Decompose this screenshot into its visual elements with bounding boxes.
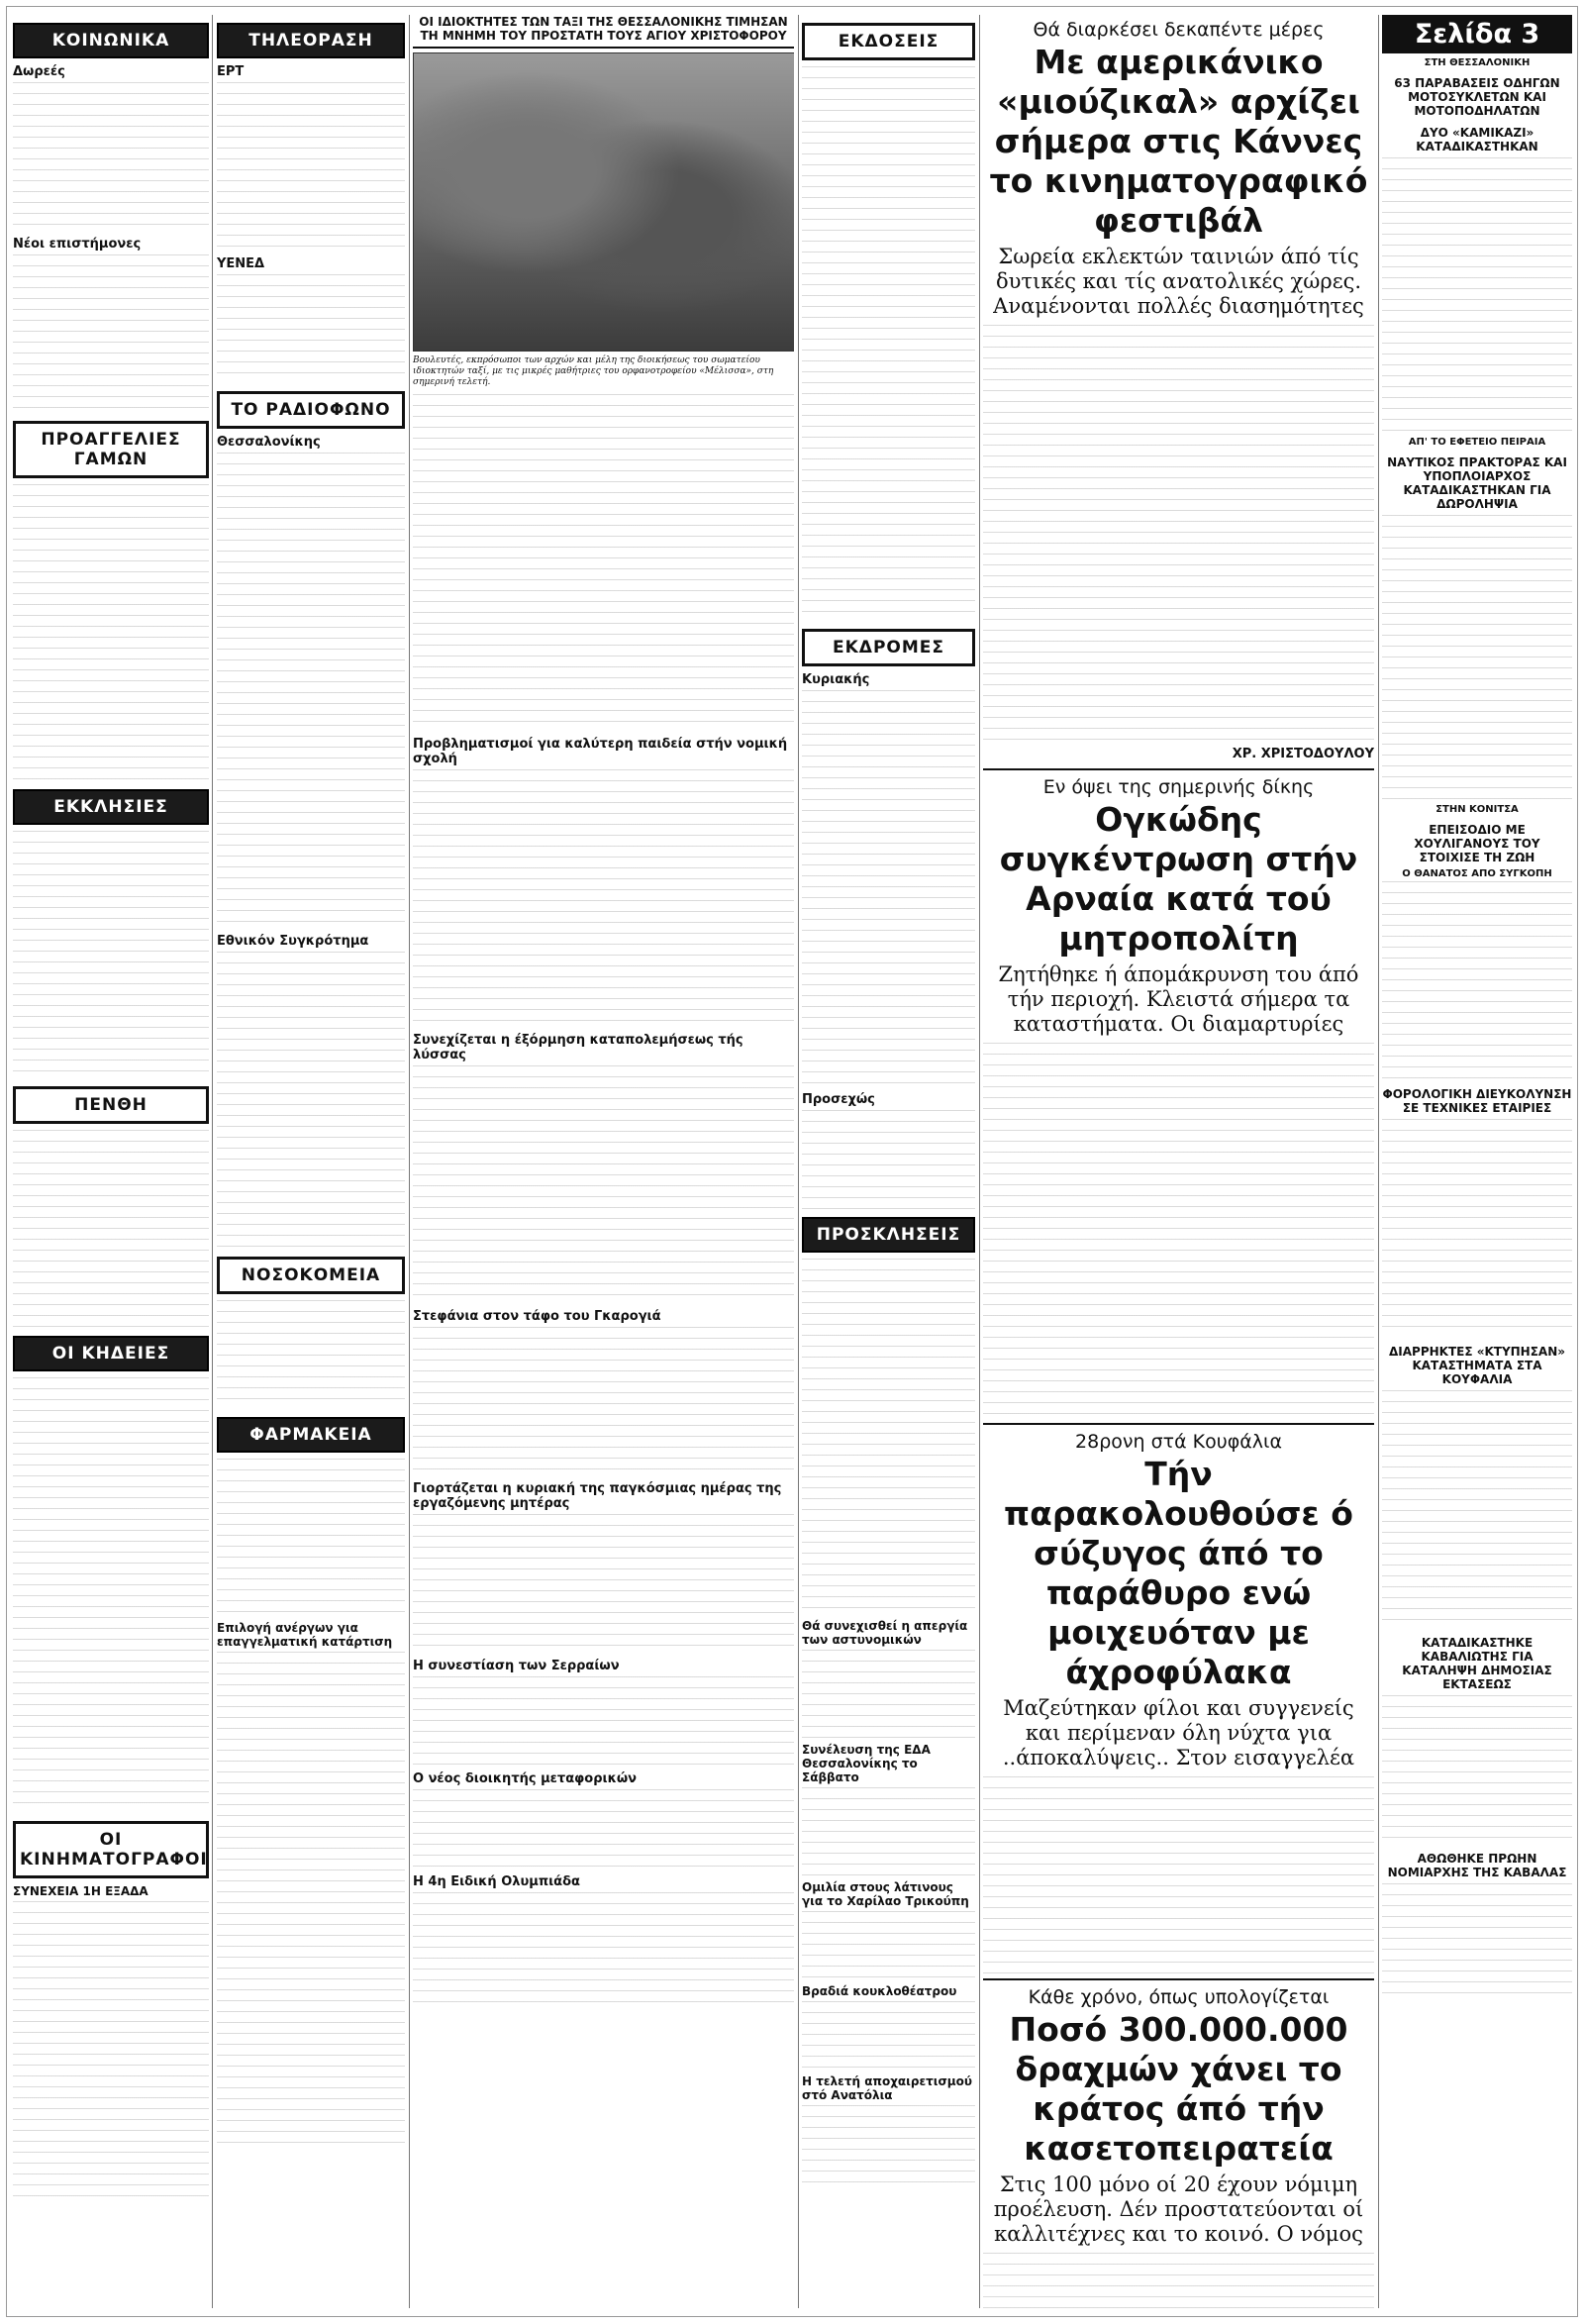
text-block <box>983 1043 1374 1419</box>
subhead: Θεσσαλονίκης <box>217 435 321 450</box>
story-deck: Στις 100 μόνο οί 20 έχουν νόμιμη προέλευση. Δέν προστατεύονται οί καλλιτέχνες και το κοινό. Ο νόμος <box>993 2172 1364 2246</box>
story-headline: Ογκώδης συγκέντρωση στήν Αρναία κατά τού μητροπολίτη <box>999 800 1358 958</box>
text-block <box>802 2001 975 2071</box>
text-block <box>413 769 794 1027</box>
brief-kicker: Ο ΘΑΝΑΤΟΣ ΑΠΟ ΣΥΓΚΟΠΗ <box>1402 868 1552 879</box>
text-block <box>983 1776 1374 1974</box>
section-title: ΟΙ ΚΗΔΕΙΕΣ <box>13 1336 209 1371</box>
story-festival <box>983 19 1374 770</box>
section-title: ΦΑΡΜΑΚΕΙΑ <box>217 1417 405 1453</box>
text-block <box>13 484 209 781</box>
text-block <box>217 1652 405 2147</box>
subhead: Θά συνεχισθεί η απεργία των αστυνομικών <box>802 1619 968 1647</box>
text-block <box>1382 1119 1572 1337</box>
subhead: Στεφάνια στον τάφο του Γκαρογιά <box>413 1309 661 1324</box>
column-listings <box>217 15 405 2308</box>
brief-headline: ΔΥΟ «ΚΑΜΙΚΑΖΙ» ΚΑΤΑΔΙΚΑΣΤΗΚΑΝ <box>1416 126 1538 153</box>
text-block <box>1382 157 1572 435</box>
text-block <box>217 1459 405 1617</box>
section-title: ΠΡΟΣΚΛΗΣΕΙΣ <box>802 1217 975 1253</box>
text-block <box>13 254 209 413</box>
story-overline: Θά διαρκέσει δεκαπέντε μέρες <box>1033 19 1325 41</box>
subhead: Επιλογή ανέργων για επαγγελματική κατάρτιση <box>217 1621 393 1649</box>
text-block <box>217 952 405 1249</box>
section-title: ΟΙ ΚΙΝΗΜΑΤΟΓΡΑΦΟΙ <box>13 1821 209 1878</box>
text-block <box>1382 1390 1572 1628</box>
brief-headline: ΑΘΩΘΗΚΕ ΠΡΩΗΝ ΝΟΜΙΑΡΧΗΣ ΤΗΣ ΚΑΒΑΛΑΣ <box>1387 1852 1567 1879</box>
brief-headline: ΕΠΕΙΣΟΔΙΟ ΜΕ ΧΟΥΛΙΓΑΝΟΥΣ ΤΟΥ ΣΤΟΙΧΙΣΕ ΤΗ ΖΩΗ <box>1414 823 1540 864</box>
text-block <box>13 1130 209 1328</box>
section-title: ΕΚΔΡΟΜΕΣ <box>802 629 975 666</box>
section-title: ΠΡΟΑΓΓΕΛΙΕΣ ΓΑΜΩΝ <box>13 421 209 478</box>
story-deck: Σωρεία εκλεκτών ταινιών άπό τίς δυτικές και τίς ανατολικές χώρες. Αναμένονται πολλές διασημότητες <box>993 245 1364 318</box>
subhead: Συνεχίζεται η έξόρμηση καταπολεμήσεως τής λύσσας <box>413 1033 743 1062</box>
photo-caption: Βουλευτές, εκπρόσωποι των αρχών και μέλη της διοικήσεως του σωματείου ιδιοκτητών ταξί, με τις μικρές μαθήτριες του ορφανοτροφείου «Μέλισσα», στη σημερινή τελετή. <box>413 355 774 387</box>
text-block <box>802 66 975 621</box>
news-photo <box>413 52 794 352</box>
section-title: ΠΕΝΘΗ <box>13 1086 209 1124</box>
text-block <box>13 831 209 1078</box>
text-block <box>13 1377 209 1813</box>
section-title: ΤΟ ΡΑΔΙΟΦΩΝΟ <box>217 391 405 429</box>
subhead: ΕΡΤ <box>217 64 245 79</box>
story-deck: Ζητήθηκε ή άπομάκρυνση του άπό τήν περιοχή. Κλειστά σήμερα τα καταστήματα. Οι διαμαρτυρίες <box>998 962 1359 1036</box>
brief-kicker: ΣΤΗΝ ΚΟΝΙΤΣΑ <box>1436 804 1519 815</box>
text-block <box>413 1327 794 1475</box>
text-block <box>413 1789 794 1869</box>
subhead: Προσεχώς <box>802 1092 875 1107</box>
text-block <box>413 1065 794 1303</box>
text-block <box>1382 1695 1572 1844</box>
text-block <box>413 1676 794 1766</box>
text-block <box>217 82 405 251</box>
brief-headline: 63 ΠΑΡΑΒΑΣΕΙΣ ΟΔΗΓΩΝ ΜΟΤΟΣΥΚΛΕΤΩΝ ΚΑΙ ΜΟΤΟΠΟΔΗΛΑΤΩΝ <box>1394 76 1560 118</box>
story-arnaia <box>983 776 1374 1425</box>
column-news <box>413 15 794 2308</box>
column-rule <box>798 15 799 2308</box>
column-main-stories <box>983 15 1374 2308</box>
column-notices <box>802 15 975 2308</box>
text-block <box>983 325 1374 741</box>
story-byline: ΧΡ. ΧΡΙΣΤΟΔΟΥΛΟΥ <box>1232 747 1374 761</box>
newspaper-page <box>6 6 1578 2317</box>
subhead: Η συνεστίαση των Σερραίων <box>413 1659 620 1673</box>
subhead: Η τελετή αποχαιρετισμού στό Ανατόλια <box>802 2074 972 2102</box>
brief-kicker: ΑΠ' ΤΟ ΕΦΕΤΕΙΟ ΠΕΙΡΑΙΑ <box>1408 437 1546 448</box>
text-block <box>802 1787 975 1876</box>
subhead: Νέοι επιστήμονες <box>13 237 142 252</box>
subhead: Εθνικόν Συγκρότημα <box>217 934 369 949</box>
text-block <box>217 1300 405 1409</box>
column-social <box>13 15 209 2308</box>
section-title: ΕΚΚΛΗΣΙΕΣ <box>13 789 209 825</box>
story-piracy <box>983 1986 1374 2308</box>
story-headline: Ποσό 300.000.000 δραχμών χάνει το κράτος άπό τήν κασετοπειρατεία <box>1009 2010 1348 2168</box>
text-block <box>413 1892 794 2011</box>
column-rule <box>1378 15 1379 2308</box>
story-koufalia <box>983 1431 1374 1980</box>
subhead: Ο νέος διοικητής μεταφορικών <box>413 1771 637 1786</box>
text-block <box>1382 1883 1572 2002</box>
column-rule <box>212 15 213 2308</box>
text-block <box>413 1514 794 1653</box>
section-title: ΝΟΣΟΚΟΜΕΙΑ <box>217 1257 405 1294</box>
subhead: Προβληματισμοί για καλύτερη παιδεία στήν νομική σχολή <box>413 737 788 766</box>
text-block <box>413 394 794 731</box>
subhead: Ομιλία στους λάτινους για το Χαρίλαο Τρικούπη <box>802 1880 969 1908</box>
page-number-badge: Σελίδα 3 <box>1382 15 1572 53</box>
text-block <box>802 2105 975 2184</box>
text-block <box>802 690 975 1086</box>
subhead: Συνέλευση της ΕΔΑ Θεσσαλονίκης το Σάββατο <box>802 1743 931 1784</box>
column-briefs <box>1382 15 1572 2308</box>
brief-headline: ΔΙΑΡΡΗΚΤΕΣ «ΚΤΥΠΗΣΑΝ» ΚΑΤΑΣΤΗΜΑΤΑ ΣΤΑ ΚΟΥΦΑΛΙΑ <box>1388 1345 1566 1386</box>
brief-headline: ΦΟΡΟΛΟΓΙΚΗ ΔΙΕΥΚΟΛΥΝΣΗ ΣΕ ΤΕΧΝΙΚΕΣ ΕΤΑΙΡΙΕΣ <box>1382 1087 1572 1115</box>
text-block <box>1382 881 1572 1079</box>
column-rule <box>979 15 980 2308</box>
text-block <box>983 2253 1374 2308</box>
section-title: ΤΗΛΕΟΡΑΣΗ <box>217 23 405 58</box>
section-title: ΕΚΔΟΣΕΙΣ <box>802 23 975 60</box>
section-title: ΚΟΙΝΩΝΙΚΑ <box>13 23 209 58</box>
story-overline: Εν όψει της σημερινής δίκης <box>1042 776 1315 798</box>
story-overline: 28ρονη στά Κουφάλια <box>1075 1431 1282 1453</box>
text-block <box>802 1110 975 1209</box>
story-headline: Τήν παρακολουθούσε ό σύζυγος άπό το παράθυρο ενώ μοιχευόταν με άχροφύλακα <box>1004 1455 1353 1691</box>
subhead: Βραδιά κουκλοθέατρου <box>802 1984 957 1998</box>
subhead: ΣΤΗ ΘΕΣΣΑΛΟΝΙΚΗ <box>1424 57 1531 68</box>
subhead: Η 4η Ειδική Ολυμπιάδα <box>413 1874 580 1889</box>
brief-headline: ΝΑΥΤΙΚΟΣ ΠΡΑΚΤΟΡΑΣ ΚΑΙ ΥΠΟΠΛΟΙΑΡΧΟΣ ΚΑΤΑΔΙΚΑΣΤΗΚΑΝ ΓΙΑ ΔΩΡΟΛΗΨΙΑ <box>1387 455 1567 511</box>
story-overline: Κάθε χρόνο, όπως υπολογίζεται <box>1028 1986 1330 2008</box>
text-block <box>802 1259 975 1615</box>
brief-headline: ΚΑΤΑΔΙΚΑΣΤΗΚΕ ΚΑΒΑΛΙΩΤΗΣ ΓΙΑ ΚΑΤΑΛΗΨΗ ΔΗΜΟΣΙΑΣ ΕΚΤΑΣΕΩΣ <box>1402 1636 1552 1691</box>
feature-title: ΟΙ ΙΔΙΟΚΤΗΤΕΣ ΤΩΝ ΤΑΞΙ ΤΗΣ ΘΕΣΣΑΛΟΝΙΚΗΣ ΤΙΜΗΣΑΝ ΤΗ ΜΝΗΜΗ ΤΟΥ ΠΡΟΣΤΑΤΗ ΤΟΥΣ ΑΓΙΟΥ ΧΡΙΣΤΟΦΟΡΟΥ <box>413 15 794 49</box>
text-block <box>1382 515 1572 802</box>
text-block <box>802 1911 975 1980</box>
text-block <box>13 1901 209 2198</box>
text-block <box>217 453 405 928</box>
subhead: ΥΕΝΕΔ <box>217 256 265 271</box>
subhead: Κυριακής <box>802 672 870 687</box>
subhead: ΣΥΝΕΧΕΙΑ 1Η ΕΞΑΔΑ <box>13 1884 148 1898</box>
column-rule <box>409 15 410 2308</box>
text-block <box>802 1650 975 1739</box>
story-deck: Μαζεύτηκαν φίλοι και συγγενείς και περίμεναν όλη νύχτα για ..άποκαλύψεις.. Στον εισαγγελέα <box>1002 1696 1355 1769</box>
text-block <box>217 274 405 383</box>
subhead: Γιορτάζεται η κυριακή της παγκόσμιας ημέρας της εργαζόμενης μητέρας <box>413 1481 782 1511</box>
subhead: Δωρεές <box>13 64 65 79</box>
story-headline: Με αμερικάνικο «μιούζικαλ» αρχίζει σήμερα στις Κάννες το κινηματογραφικό φεστιβάλ <box>989 43 1368 240</box>
text-block <box>13 82 209 231</box>
